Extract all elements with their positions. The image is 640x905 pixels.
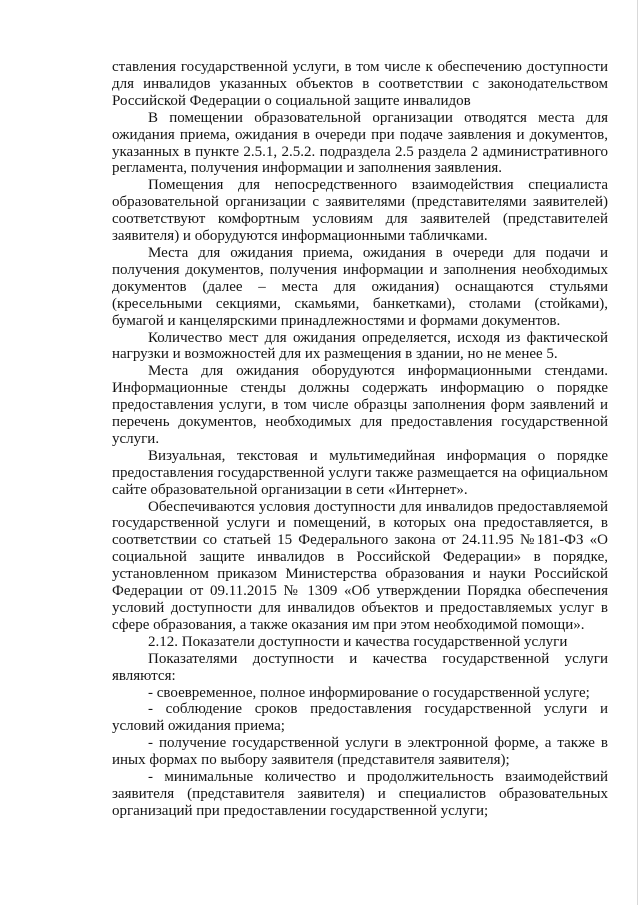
document-body bbox=[112, 59, 608, 820]
paragraph: Помещения для непосредственного взаимодействия специалиста образовательной организации с заявителями (представителями заявителей) соответствуют комфортным условиям для заявителей (представителей заявителя) и оборудуются информационными табличками. bbox=[112, 177, 608, 245]
list-item: - получение государственной услуги в электронной форме, а также в иных формах по выбору заявителя (представителя заявителя); bbox=[112, 735, 608, 769]
paragraph: В помещении образовательной организации отводятся места для ожидания приема, ожидания в очереди при подаче заявления и документов, указанных в пункте 2.5.1, 2.5.2. подраздела 2.5 раздела 2 административного регламента, получения информации и заполнения заявления. bbox=[112, 109, 608, 177]
paragraph: Визуальная, текстовая и мультимедийная информация о порядке предоставления государственной услуги также размещается на официальном сайте образовательной организации в сети «Интернет». bbox=[112, 447, 608, 498]
paragraph: Показателями доступности и качества государственной услуги являются: bbox=[112, 650, 608, 684]
list-item: - соблюдение сроков предоставления государственной услуги и условий ожидания приема; bbox=[112, 701, 608, 735]
list-item: - минимальные количество и продолжительность взаимодействий заявителя (представителя заявителя) и специалистов образовательных организаций при предоставлении государственной услуги; bbox=[112, 769, 608, 819]
page-edge-line bbox=[637, 0, 638, 905]
paragraph: Количество мест для ожидания определяется, исходя из фактической нагрузки и возможностей для их размещения в здании, но не менее 5. bbox=[112, 329, 608, 363]
section-heading: 2.12. Показатели доступности и качества государственной услуги bbox=[148, 633, 568, 650]
list-item: - своевременное, полное информирование о государственной услуге; bbox=[148, 684, 590, 701]
paragraph: Обеспечиваются условия доступности для инвалидов предоставляемой государственной услуги и помещений, в которых она предоставляется, в соответствии со статьей 15 Федерального закона от 24.11.95 №181-ФЗ «О социальной защите инвалидов в Российской Федерации» в порядке, установленном приказом Министерства образования и науки Российской Федерации от 09.11.2015 № 1309 «Об утверждении Порядка обеспечения условий доступности для инвалидов объектов и предоставляемых услуг в сфере образования, а также оказания им при этом необходимой помощи». bbox=[112, 498, 608, 633]
paragraph: ставления государственной услуги, в том числе к обеспечению доступности для инвалидов указанных объектов в соответствии с законодательством Российской Федерации о социальной защите инвалидов bbox=[112, 59, 608, 109]
paragraph: Места для ожидания приема, ожидания в очереди для подачи и получения документов, получения информации и заполнения необходимых документов (далее – места для ожидания) оснащаются стульями (кресельными секциями, скамьями, банкетками), столами (стойками), бумагой и канцелярскими принадлежностями и формами документов. bbox=[112, 244, 608, 329]
paragraph: Места для ожидания оборудуются информационными стендами. Информационные стенды должны содержать информацию о порядке предоставления услуги, в том числе образцы заполнения форм заявлений и перечень документов, необходимых для предоставления государственной услуги. bbox=[112, 363, 608, 447]
